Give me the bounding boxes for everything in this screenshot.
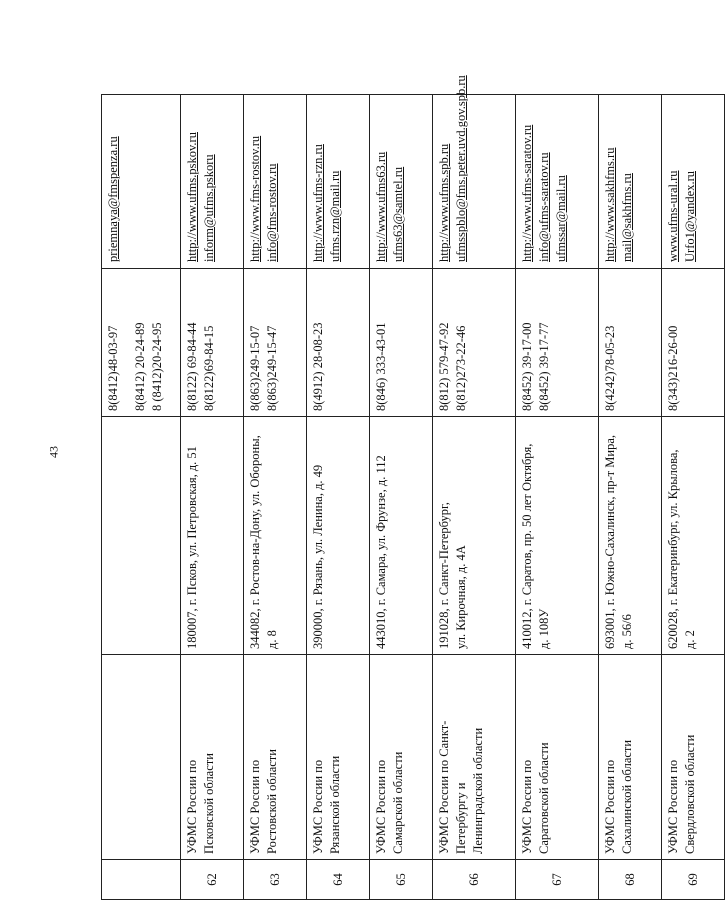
contact-link[interactable]: http://www.fms-rostov.ru [248,135,262,262]
address-cell [662,417,725,655]
contact-link[interactable]: inform@ufms.pskoru [201,154,216,262]
office-address: 390000, г. Рязань, ул. Ленина, д. 49 [311,464,325,649]
address-cell [244,417,307,655]
table-row [433,95,516,900]
phone-number: 8(8452) 39-17-00 [520,322,534,411]
row-number-cell [433,860,516,900]
row-number-cell [102,860,181,900]
contact-cell [662,95,725,269]
office-name: Самарской области [390,751,405,854]
office-name: Петербургу и [453,782,468,854]
address-cell [599,417,662,655]
phone-number: 8(846) 333-43-01 [374,322,388,411]
row-number: 62 [204,873,219,886]
address-cell [307,417,370,655]
name-cell [181,655,244,860]
address-cell [370,417,433,655]
table-row [662,95,725,900]
row-number: 67 [549,873,564,886]
phone-cell [181,269,244,417]
office-name: УФМС России по [603,759,617,854]
office-name: УФМС России по [520,759,534,854]
office-name: УФМС России по [374,759,388,854]
row-number: 63 [267,873,282,886]
table-row-continuation [102,95,181,900]
row-number-cell [516,860,599,900]
row-number-cell [307,860,370,900]
contact-cell [181,95,244,269]
office-address: д. 8 [264,630,279,649]
row-number-cell [244,860,307,900]
contacts-table [101,75,725,900]
address-cell [181,417,244,655]
phone-number: 8(8452) 39-17-77 [536,322,551,411]
office-address: 620028, г. Екатеринбург, ул. Крылова, [666,449,680,649]
rotated-table-wrapper [101,75,700,900]
name-cell [370,655,433,860]
contact-link[interactable]: www.ufms-ural.ru [666,170,680,262]
office-name: Ленинградской области [470,727,485,854]
office-name: УФМС России по [666,759,680,854]
contact-link[interactable]: http://www.ufms.spb.ru [437,143,451,262]
row-number-cell [662,860,725,900]
office-name: Ростовской области [264,749,279,854]
contact-link[interactable]: http://www.ufms-rzn.ru [311,144,325,262]
name-cell [433,655,516,860]
address-cell [516,417,599,655]
table-row [307,95,370,900]
contact-link[interactable]: ufms63@samtel.ru [390,166,405,262]
contact-cell [244,95,307,269]
contact-cell [433,75,516,269]
phone-number: 8(8412)48-03-97 [106,325,120,411]
phone-number: 8 (8412)20-24-95 [149,322,164,411]
contact-cell [516,95,599,269]
contact-link[interactable]: Urfo1@yandex.ru [682,171,697,262]
row-number: 69 [685,873,700,886]
phone-number: 8(8122)69-84-15 [201,325,216,411]
page-number: 43 [46,446,61,458]
phone-cell [433,269,516,417]
contact-cell [102,95,181,269]
contact-link[interactable]: info@ufms-saratov.ru [536,152,551,262]
row-number-cell [181,860,244,900]
office-address: 443010, г. Самара, ул. Фрунзе, д. 112 [374,455,388,649]
office-address: д. 108У [536,608,551,649]
phone-cell [370,269,433,417]
contact-link[interactable]: http://www.ufms63.ru [374,151,388,262]
office-name: Псковской области [201,753,216,854]
contact-link[interactable]: ufmssar@mail.ru [553,175,568,262]
contact-cell [599,95,662,269]
contact-link[interactable]: mail@sakhfms.ru [619,173,634,262]
name-cell [244,655,307,860]
table-body [102,75,725,900]
office-name: УФМС России по [248,759,262,854]
office-address: 344082, г. Ростов-на-Дону, ул. Обороны, [248,435,262,649]
contact-link[interactable]: http://www.ufms-saratov.ru [520,124,534,262]
office-name: Саратовской области [536,742,551,854]
name-cell [307,655,370,860]
office-name: УФМС России по [311,759,325,854]
phone-number: 8(4912) 28-08-23 [311,322,325,411]
office-name: Рязанской области [327,755,342,854]
phone-number: 8(8122) 69-84-44 [185,322,199,411]
office-address: 180007, г. Псков, ул. Петровская, д. 51 [185,446,199,649]
row-number: 66 [466,873,481,886]
office-name: УФМС России по [185,759,199,854]
contact-link[interactable]: ufmsspblo@fms.peter.uvd.gov.spb.ru [453,75,468,262]
office-address: д. 56/6 [619,614,634,649]
office-name: УФМС России по Санкт- [437,720,451,854]
name-cell [662,655,725,860]
address-cell [102,417,181,655]
phone-number: 8(812)273-22-46 [453,325,468,411]
contact-link[interactable]: info@fms-rostov.ru [264,163,279,262]
name-cell [516,655,599,860]
office-name: Сахалинской области [619,739,634,854]
phone-number: 8(8412) 20-24-89 [132,322,147,411]
phone-number: 8(863)249-15-47 [264,325,279,411]
phone-cell [244,269,307,417]
phone-cell [599,269,662,417]
phone-cell [102,269,181,417]
contact-link[interactable]: http://www.sakhfms.ru [603,147,617,262]
row-number: 64 [330,873,345,886]
email-link[interactable]: priemnaya@fmspenza.ru [106,136,120,262]
table-row [370,95,433,900]
table-row [599,95,662,900]
contact-cell [307,95,370,269]
phone-cell [516,269,599,417]
office-address: ул. Кирочная, д. 4А [453,545,468,649]
row-number-cell [599,860,662,900]
office-address: 410012, г. Саратов, пр. 50 лет Октября, [520,443,534,649]
table-row [181,95,244,900]
address-cell [433,417,516,655]
contact-link[interactable]: http://www.ufms.pskov.ru [185,132,199,262]
row-number: 68 [622,873,637,886]
row-number: 65 [393,873,408,886]
phone-number: 8(812) 579-47-92 [437,322,451,411]
office-address: 191028, г. Санкт-Петербург, [437,502,451,649]
phone-cell [662,269,725,417]
row-number-cell [370,860,433,900]
office-address: д. 2 [682,630,697,649]
phone-cell [307,269,370,417]
table-row [244,95,307,900]
contact-cell [370,95,433,269]
phone-number: 8(343)216-26-00 [666,325,680,411]
phone-number: 8(4242)78-05-23 [603,325,617,411]
name-cell [599,655,662,860]
office-address: 693001, г. Южно-Сахалинск, пр-т Мира, [603,435,617,649]
contact-link[interactable]: ufms.rzn@mail.ru [327,170,342,262]
phone-number: 8(863)249-15-07 [248,325,262,411]
name-cell [102,655,181,860]
table-row [516,95,599,900]
office-name: Свердловской области [682,734,697,854]
